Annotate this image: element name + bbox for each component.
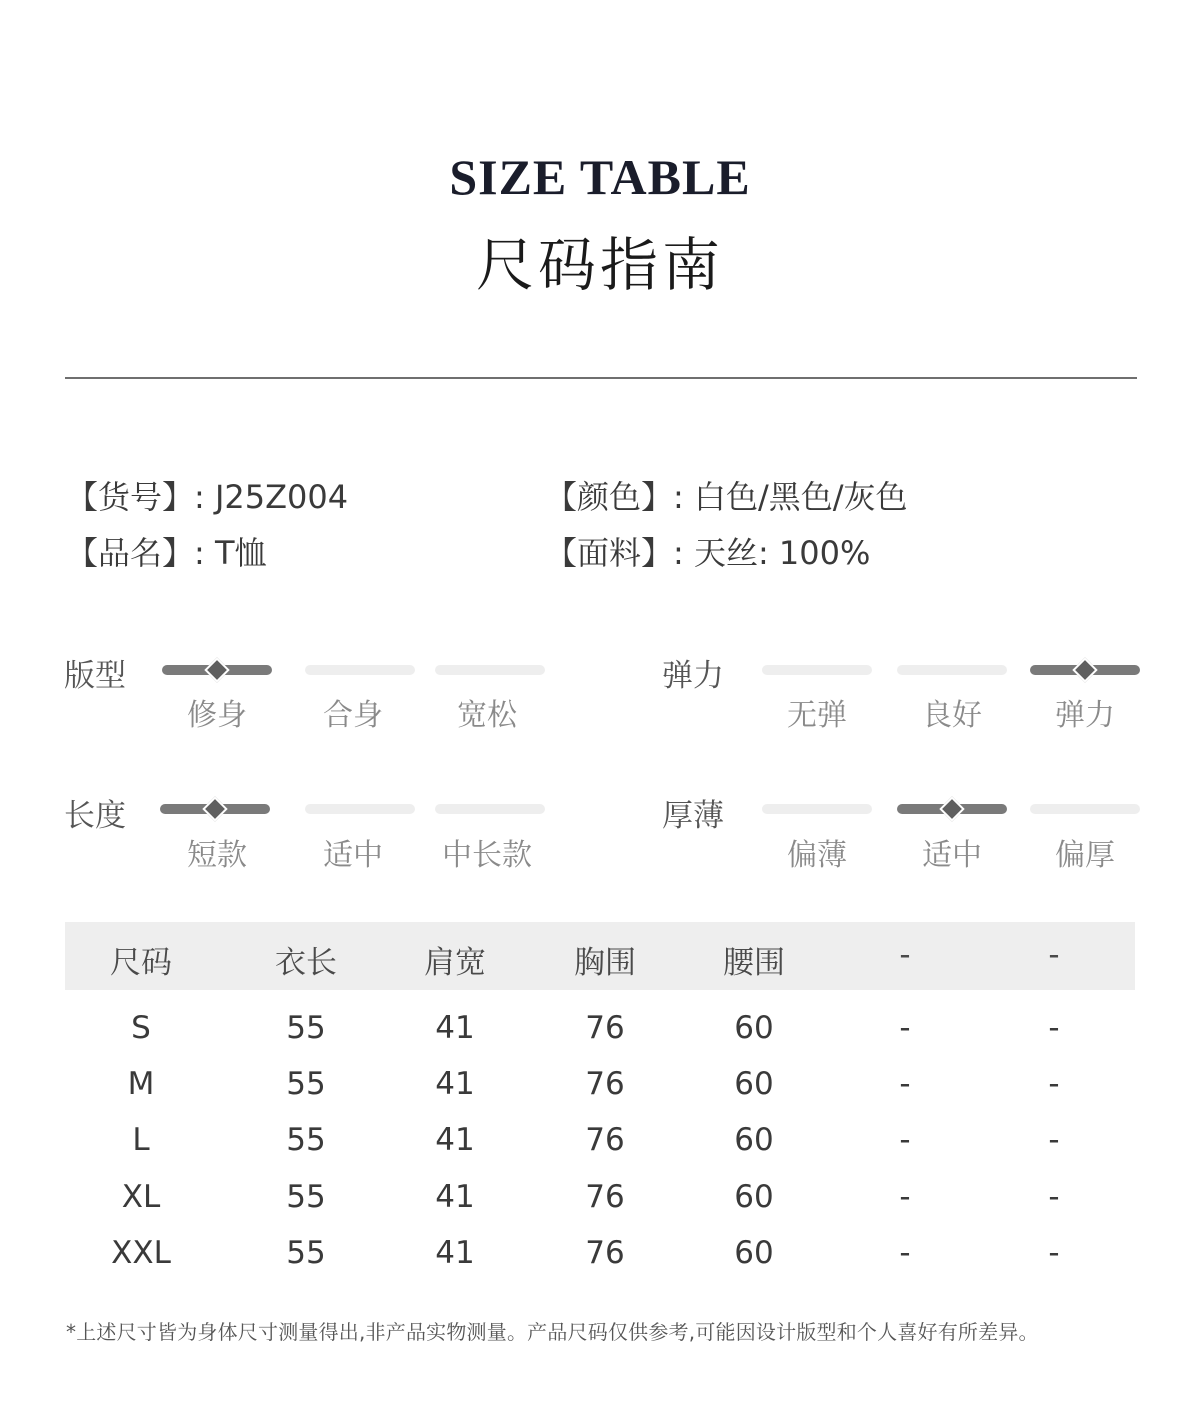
slider-marker-icon — [939, 796, 964, 821]
stretch-slider-0 — [762, 665, 872, 675]
table-cell: 76 — [585, 1235, 625, 1271]
stretch-label: 弹力 — [662, 658, 724, 694]
fabric-key: 【面料】: — [545, 534, 684, 572]
table-cell: XL — [121, 1179, 161, 1215]
table-cell: 60 — [734, 1066, 774, 1102]
item-number-key: 【货号】: — [66, 478, 205, 516]
thickness-slider-2 — [1030, 804, 1140, 814]
table-cell: M — [127, 1066, 155, 1102]
length-slider-0 — [160, 804, 270, 814]
table-cell: - — [1048, 1235, 1060, 1271]
table-cell: - — [1048, 1010, 1060, 1046]
fit-slider-1 — [305, 665, 415, 675]
table-cell: 41 — [435, 1235, 475, 1271]
stretch-slider-1 — [897, 665, 1007, 675]
length-label: 长度 — [64, 798, 126, 834]
thickness-label: 厚薄 — [662, 798, 724, 834]
table-cell: - — [899, 1122, 911, 1158]
table-cell: - — [1048, 1122, 1060, 1158]
fit-slider-0 — [162, 665, 272, 675]
table-cell: 55 — [286, 1235, 326, 1271]
product-name-key: 【品名】: — [66, 534, 205, 572]
table-cell: 76 — [585, 1179, 625, 1215]
thickness-option-thin: 偏薄 — [787, 838, 847, 873]
table-cell: 41 — [435, 1179, 475, 1215]
table-cell: 60 — [734, 1179, 774, 1215]
table-header-cell: 胸围 — [574, 945, 636, 981]
thickness-slider-0 — [762, 804, 872, 814]
page-title-en: SIZE TABLE — [449, 149, 751, 205]
fabric-info — [545, 528, 870, 574]
slider-marker-icon — [204, 657, 229, 682]
fit-option-slim: 修身 — [187, 698, 247, 733]
fabric-value: 天丝: 100% — [693, 534, 871, 572]
stretch-slider-2 — [1030, 665, 1140, 675]
fit-option-regular: 合身 — [323, 698, 383, 733]
slider-marker-icon — [202, 796, 227, 821]
table-cell: 55 — [286, 1122, 326, 1158]
fit-option-loose: 宽松 — [457, 698, 517, 733]
table-cell: - — [899, 1066, 911, 1102]
length-option-short: 短款 — [187, 838, 247, 873]
length-option-medium: 适中 — [323, 838, 383, 873]
table-cell: 55 — [286, 1010, 326, 1046]
table-cell: XXL — [111, 1235, 171, 1271]
divider — [65, 377, 1137, 379]
table-header-cell: 腰围 — [723, 945, 785, 981]
length-slider-1 — [305, 804, 415, 814]
table-header-cell: - — [899, 937, 911, 973]
fit-label: 版型 — [64, 658, 126, 694]
length-option-long: 中长款 — [442, 838, 532, 873]
color-key: 【颜色】: — [545, 478, 684, 516]
table-cell: 41 — [435, 1066, 475, 1102]
length-slider-2 — [435, 804, 545, 814]
table-cell: S — [131, 1010, 151, 1046]
stretch-option-stretch: 弹力 — [1055, 698, 1115, 733]
table-cell: - — [899, 1010, 911, 1046]
fit-slider-2 — [435, 665, 545, 675]
table-cell: 55 — [286, 1066, 326, 1102]
table-header-cell: 衣长 — [275, 945, 337, 981]
thickness-slider-1 — [897, 804, 1007, 814]
table-cell: - — [899, 1179, 911, 1215]
table-cell: - — [1048, 1179, 1060, 1215]
table-cell: 76 — [585, 1010, 625, 1046]
table-cell: 60 — [734, 1122, 774, 1158]
table-header-cell: - — [1048, 937, 1060, 973]
table-cell: 60 — [734, 1235, 774, 1271]
slider-marker-icon — [1072, 657, 1097, 682]
color-info — [545, 472, 908, 518]
disclaimer-note: *上述尺寸皆为身体尺寸测量得出,非产品实物测量。产品尺码仅供参考,可能因设计版型和个人喜好有所差异。 — [66, 1320, 1039, 1344]
color-value: 白色/黑色/灰色 — [693, 478, 908, 516]
thickness-option-thick: 偏厚 — [1055, 838, 1115, 873]
thickness-option-medium: 适中 — [922, 838, 982, 873]
stretch-option-good: 良好 — [922, 698, 982, 733]
stretch-option-none: 无弹 — [787, 698, 847, 733]
table-cell: 76 — [585, 1122, 625, 1158]
page-title-cn: 尺码指南 — [475, 231, 724, 299]
table-cell: - — [1048, 1066, 1060, 1102]
table-cell: - — [899, 1235, 911, 1271]
item-number-value: J25Z004 — [214, 478, 349, 516]
table-cell: L — [132, 1122, 150, 1158]
table-cell: 55 — [286, 1179, 326, 1215]
table-header-cell: 肩宽 — [424, 945, 486, 981]
table-cell: 76 — [585, 1066, 625, 1102]
table-cell: 41 — [435, 1010, 475, 1046]
table-cell: 41 — [435, 1122, 475, 1158]
table-header-cell: 尺码 — [110, 945, 172, 981]
product-name-value: T恤 — [214, 534, 267, 572]
product-name — [66, 528, 267, 574]
item-number — [66, 472, 348, 518]
table-cell: 60 — [734, 1010, 774, 1046]
